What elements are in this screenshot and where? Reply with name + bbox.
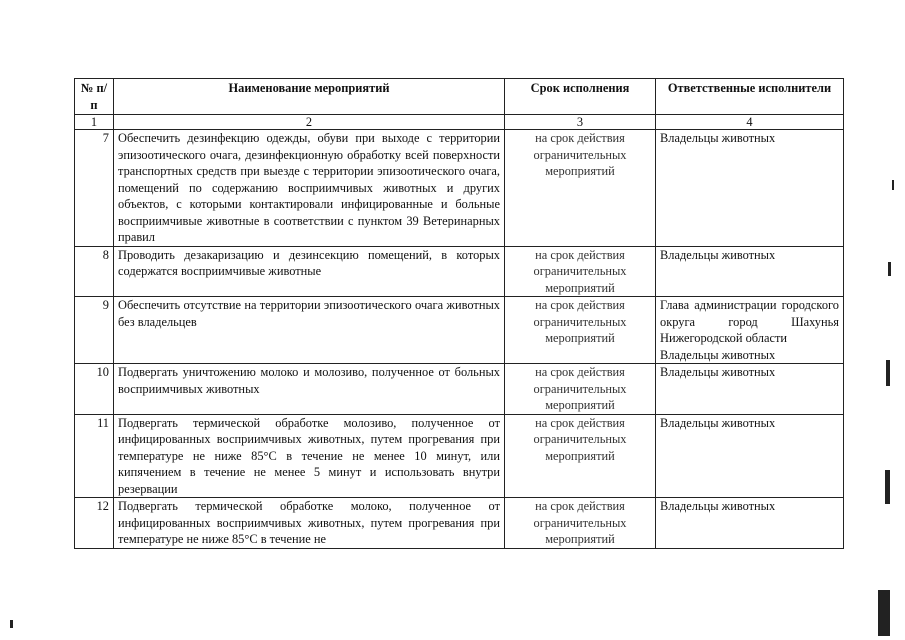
row-deadline: на срок действия ограничительных мероприятий	[505, 498, 656, 549]
measures-table	[74, 78, 844, 549]
row-number: 9	[75, 297, 114, 364]
row-deadline: на срок действия ограничительных мероприятий	[505, 130, 656, 247]
row-responsible	[656, 297, 844, 364]
responsible-primary: Глава администрации городского округа город Шахунья Нижегородской области	[660, 298, 839, 345]
column-number: 4	[656, 115, 844, 130]
row-responsible: Владельцы животных	[656, 414, 844, 498]
column-number-row	[75, 115, 844, 130]
scan-artifact	[878, 590, 890, 636]
row-deadline: на срок действия ограничительных мероприятий	[505, 364, 656, 415]
column-number: 1	[75, 115, 114, 130]
scan-artifact	[888, 262, 891, 276]
table-row	[75, 130, 844, 247]
scan-artifact	[10, 620, 13, 628]
row-number: 11	[75, 414, 114, 498]
table-row	[75, 498, 844, 549]
row-deadline: на срок действия ограничительных мероприятий	[505, 246, 656, 297]
scan-artifact	[885, 470, 890, 504]
row-deadline: на срок действия ограничительных мероприятий	[505, 414, 656, 498]
row-responsible: Владельцы животных	[656, 246, 844, 297]
row-action: Подвергать термической обработке молоко, полученное от инфицированных восприимчивых животных, путем прогревания при температуре не ниже 85°С в течение не	[114, 498, 505, 549]
scan-artifact	[886, 360, 890, 386]
table-row	[75, 246, 844, 297]
header-responsible: Ответственные исполнители	[656, 79, 844, 115]
table-header-row	[75, 79, 844, 115]
header-num: № п/п	[75, 79, 114, 115]
header-deadline: Срок исполнения	[505, 79, 656, 115]
row-number: 10	[75, 364, 114, 415]
row-number: 12	[75, 498, 114, 549]
row-deadline: на срок действия ограничительных мероприятий	[505, 297, 656, 364]
column-number: 3	[505, 115, 656, 130]
row-action: Проводить дезакаризацию и дезинсекцию помещений, в которых содержатся восприимчивые животные	[114, 246, 505, 297]
table-row	[75, 297, 844, 364]
responsible-secondary: Владельцы животных	[660, 347, 776, 362]
table-row	[75, 364, 844, 415]
row-action: Подвергать уничтожению молоко и молозиво, полученное от больных восприимчивых животных	[114, 364, 505, 415]
header-name: Наименование мероприятий	[114, 79, 505, 115]
row-responsible: Владельцы животных	[656, 498, 844, 549]
row-number: 8	[75, 246, 114, 297]
row-responsible: Владельцы животных	[656, 364, 844, 415]
row-action: Обеспечить отсутствие на территории эпизоотического очага животных без владельцев	[114, 297, 505, 364]
row-action: Подвергать термической обработке молозиво, полученное от инфицированных восприимчивых животных, путем прогревания при температуре не ниже 85°С в течение не менее 10 минут, или кипячением в течение не менее 5 минут и использовать внутри резервации	[114, 414, 505, 498]
row-action: Обеспечить дезинфекцию одежды, обуви при выходе с территории эпизоотического очага, дезинфекционную обработку всей поверхности транспортных средств при выезде с территории эпизоотического очага, помещений по содержанию восприимчивых животных и других объектов, с которыми контактировали инфицированные и больные восприимчивые животные в соответствии с пунктом 39 Ветеринарных правил	[114, 130, 505, 247]
column-number: 2	[114, 115, 505, 130]
table-row	[75, 414, 844, 498]
row-responsible: Владельцы животных	[656, 130, 844, 247]
scan-artifact	[892, 180, 894, 190]
row-number: 7	[75, 130, 114, 247]
